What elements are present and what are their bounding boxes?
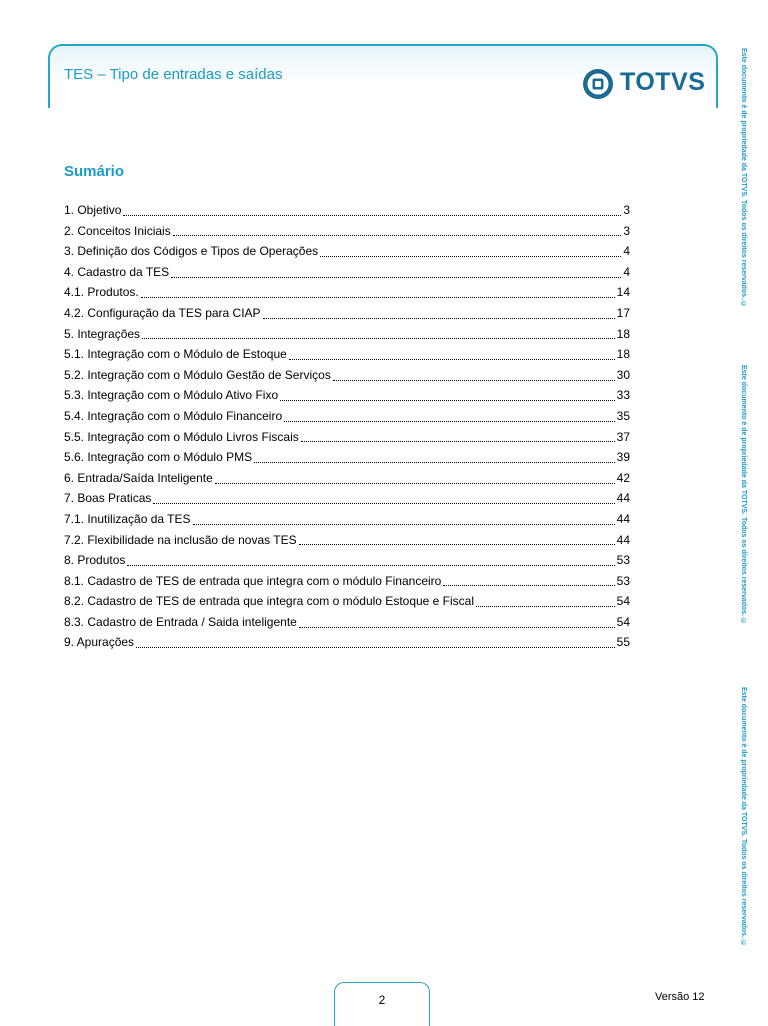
page-number: 2 bbox=[378, 993, 386, 1007]
toc-entry[interactable] bbox=[64, 632, 630, 653]
toc-entry-page: 3 bbox=[623, 203, 630, 217]
toc-entry-label: 8. Produtos bbox=[64, 553, 126, 568]
toc-dot-leader bbox=[333, 376, 615, 381]
toc-entry-label: 2. Conceitos Iniciais bbox=[64, 223, 171, 238]
toc-dot-leader bbox=[136, 643, 615, 648]
toc-entry[interactable] bbox=[64, 530, 630, 551]
toc-dot-leader bbox=[301, 437, 615, 442]
toc-entry-page: 33 bbox=[616, 388, 630, 403]
toc-entry-page: 55 bbox=[616, 635, 630, 650]
toc-entry[interactable] bbox=[64, 385, 630, 406]
toc-dot-leader bbox=[284, 417, 615, 422]
toc-entry[interactable] bbox=[64, 447, 630, 468]
toc-heading: Sumário bbox=[64, 163, 125, 180]
toc-entry-label: 4.2. Configuração da TES para CIAP bbox=[64, 305, 261, 320]
side-notice-column bbox=[740, 0, 754, 1024]
toc-entry-page: 44 bbox=[616, 532, 630, 547]
version-label: Versão 12 bbox=[655, 991, 705, 1003]
toc-dot-leader bbox=[173, 231, 622, 236]
toc-entry-page: 18 bbox=[616, 347, 630, 362]
toc-entry-page: 35 bbox=[616, 408, 630, 423]
toc-entry[interactable] bbox=[64, 200, 630, 221]
toc-entry-page: 54 bbox=[616, 614, 630, 629]
side-notice-2: Este documento é de propriedade da TOTVS. Todos os direitos reservados. © bbox=[740, 365, 747, 625]
toc-dot-leader bbox=[153, 499, 614, 504]
toc-dot-leader bbox=[127, 561, 614, 566]
toc-entry-label: 8.2. Cadastro de TES de entrada que integra com o módulo Estoque e Fiscal bbox=[64, 594, 475, 609]
toc-dot-leader bbox=[280, 396, 615, 401]
toc-dot-leader bbox=[171, 273, 621, 278]
toc-entry[interactable] bbox=[64, 427, 630, 448]
toc-entry-label: 9. Apurações bbox=[64, 635, 135, 650]
toc-entry-page: 39 bbox=[616, 450, 630, 465]
totvs-logo bbox=[580, 66, 706, 102]
toc-dot-leader bbox=[215, 479, 615, 484]
toc-dot-leader bbox=[254, 458, 615, 463]
toc-entry-page: 44 bbox=[616, 491, 630, 506]
toc-entry-page: 17 bbox=[616, 305, 630, 320]
side-notice-3: Este documento é de propriedade da TOTVS. Todos os direitos reservados. © bbox=[740, 687, 747, 947]
toc-entry[interactable] bbox=[64, 241, 630, 262]
toc-entry[interactable] bbox=[64, 365, 630, 386]
toc-dot-leader bbox=[299, 540, 615, 545]
toc-entry[interactable] bbox=[64, 591, 630, 612]
toc-entry-label: 3. Definição dos Códigos e Tipos de Operações bbox=[64, 244, 319, 259]
toc-dot-leader bbox=[299, 623, 615, 628]
toc-entry-label: 7.1. Inutilização da TES bbox=[64, 511, 191, 526]
toc-entry-label: 4. Cadastro da TES bbox=[64, 264, 170, 279]
toc-dot-leader bbox=[141, 293, 615, 298]
toc-entry-label: 7. Boas Praticas bbox=[64, 491, 152, 506]
toc-entry-page: 18 bbox=[616, 326, 630, 341]
toc-dot-leader bbox=[443, 581, 614, 586]
toc-entry-label: 5.2. Integração com o Módulo Gestão de Serviços bbox=[64, 367, 331, 382]
toc-dot-leader bbox=[142, 334, 615, 339]
table-of-contents bbox=[64, 200, 630, 653]
toc-entry-label: 1. Objetivo bbox=[64, 203, 122, 217]
toc-entry[interactable] bbox=[64, 406, 630, 427]
document-title: TES – Tipo de entradas e saídas bbox=[64, 66, 283, 83]
toc-entry[interactable] bbox=[64, 509, 630, 530]
toc-entry-page: 42 bbox=[616, 470, 630, 485]
side-notice-1: Este documento é de propriedade da TOTVS. Todos os direitos reservados. © bbox=[740, 48, 747, 308]
toc-entry[interactable] bbox=[64, 303, 630, 324]
toc-dot-leader bbox=[123, 211, 621, 216]
toc-dot-leader bbox=[320, 252, 621, 257]
toc-entry-page: 30 bbox=[616, 367, 630, 382]
toc-entry-label: 6. Entrada/Saída Inteligente bbox=[64, 470, 213, 485]
toc-dot-leader bbox=[193, 520, 615, 525]
logo-wordmark: TOTVS bbox=[620, 68, 706, 96]
toc-entry-page: 4 bbox=[623, 264, 630, 279]
toc-entry[interactable] bbox=[64, 468, 630, 489]
toc-entry[interactable] bbox=[64, 262, 630, 283]
toc-entry-label: 5.5. Integração com o Módulo Livros Fiscais bbox=[64, 429, 299, 444]
toc-entry[interactable] bbox=[64, 612, 630, 633]
toc-entry-label: 5.3. Integração com o Módulo Ativo Fixo bbox=[64, 388, 279, 403]
toc-entry-label: 5.1. Integração com o Módulo de Estoque bbox=[64, 347, 287, 362]
toc-entry-page: 54 bbox=[616, 594, 630, 609]
toc-entry-label: 7.2. Flexibilidade na inclusão de novas TES bbox=[64, 532, 297, 547]
toc-dot-leader bbox=[476, 602, 615, 607]
toc-entry-label: 5. Integrações bbox=[64, 326, 141, 341]
toc-entry[interactable] bbox=[64, 344, 630, 365]
toc-entry[interactable] bbox=[64, 488, 630, 509]
toc-entry-page: 3 bbox=[623, 223, 630, 238]
toc-entry-label: 5.6. Integração com o Módulo PMS bbox=[64, 450, 253, 465]
toc-entry[interactable] bbox=[64, 571, 630, 592]
toc-entry[interactable] bbox=[64, 282, 630, 303]
toc-dot-leader bbox=[289, 355, 615, 360]
toc-entry-label: 8.1. Cadastro de TES de entrada que integra com o módulo Financeiro bbox=[64, 573, 442, 588]
toc-entry-page: 14 bbox=[616, 285, 630, 300]
toc-entry-page: 37 bbox=[616, 429, 630, 444]
toc-entry-page: 53 bbox=[616, 573, 630, 588]
toc-entry[interactable] bbox=[64, 221, 630, 242]
totvs-logo-icon bbox=[580, 66, 616, 102]
toc-dot-leader bbox=[263, 314, 615, 319]
toc-entry-page: 4 bbox=[623, 244, 630, 259]
toc-entry-label: 5.4. Integração com o Módulo Financeiro bbox=[64, 408, 283, 423]
toc-entry-label: 8.3. Cadastro de Entrada / Saida inteligente bbox=[64, 614, 297, 629]
toc-entry[interactable] bbox=[64, 324, 630, 345]
toc-entry-page: 53 bbox=[616, 553, 630, 568]
toc-entry[interactable] bbox=[64, 550, 630, 571]
toc-entry-label: 4.1. Produtos. bbox=[64, 285, 139, 300]
toc-entry-page: 44 bbox=[616, 511, 630, 526]
